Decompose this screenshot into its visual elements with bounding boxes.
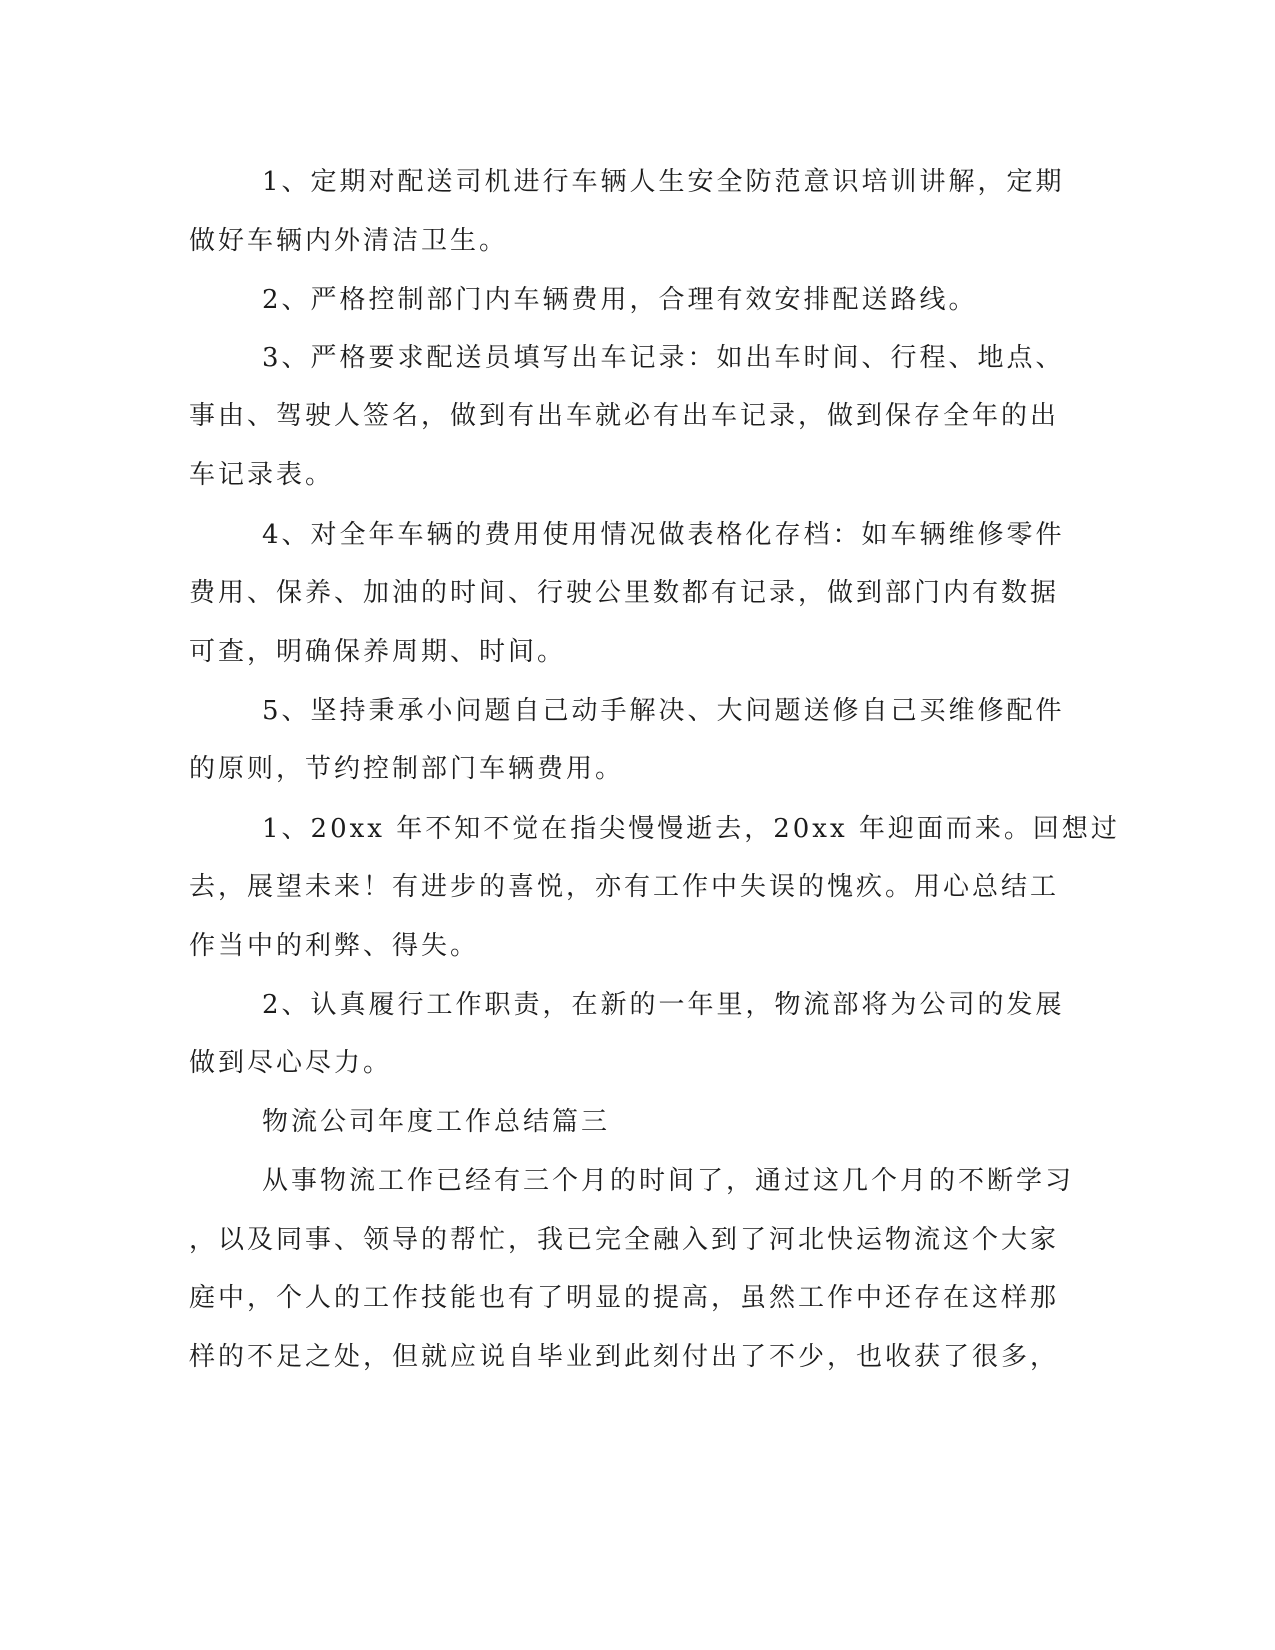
paragraph-line: 去，展望未来！有进步的喜悦，亦有工作中失误的愧疚。用心总结工	[189, 872, 1060, 902]
paragraph-line: 庭中，个人的工作技能也有了明显的提高，虽然工作中还存在这样那	[189, 1283, 1060, 1313]
paragraph-line: 1、定期对配送司机进行车辆人生安全防范意识培训讲解，定期	[262, 167, 1065, 197]
paragraph-line: ，以及同事、领导的帮忙，我已完全融入到了河北快运物流这个大家	[189, 1225, 1060, 1255]
paragraph-line: 事由、驾驶人签名，做到有出车就必有出车记录，做到保存全年的出	[189, 401, 1060, 431]
paragraph-line: 样的不足之处，但就应说自毕业到此刻付出了不少，也收获了很多，	[189, 1342, 1060, 1372]
paragraph-line: 5、坚持秉承小问题自己动手解决、大问题送修自己买维修配件	[262, 696, 1065, 726]
paragraph-line: 的原则，节约控制部门车辆费用。	[189, 754, 625, 784]
paragraph-line: 2、严格控制部门内车辆费用，合理有效安排配送路线。	[262, 285, 978, 315]
paragraph-line: 作当中的利弊、得失。	[189, 931, 480, 961]
paragraph-line: 2、认真履行工作职责，在新的一年里，物流部将为公司的发展	[262, 990, 1065, 1020]
paragraph-line: 从事物流工作已经有三个月的时间了，通过这几个月的不断学习	[262, 1166, 1075, 1196]
paragraph-line: 4、对全年车辆的费用使用情况做表格化存档：如车辆维修零件	[262, 520, 1065, 550]
section-heading: 物流公司年度工作总结篇三	[262, 1107, 611, 1137]
paragraph-line: 1、20xx 年不知不觉在指尖慢慢逝去，20xx 年迎面而来。回想过	[262, 814, 1120, 844]
paragraph-line: 车记录表。	[189, 460, 335, 490]
paragraph-line: 做到尽心尽力。	[189, 1048, 393, 1078]
paragraph-line: 可查，明确保养周期、时间。	[189, 637, 567, 667]
paragraph-line: 费用、保养、加油的时间、行驶公里数都有记录，做到部门内有数据	[189, 578, 1060, 608]
paragraph-line: 做好车辆内外清洁卫生。	[189, 226, 509, 256]
paragraph-line: 3、严格要求配送员填写出车记录：如出车时间、行程、地点、	[262, 343, 1065, 373]
